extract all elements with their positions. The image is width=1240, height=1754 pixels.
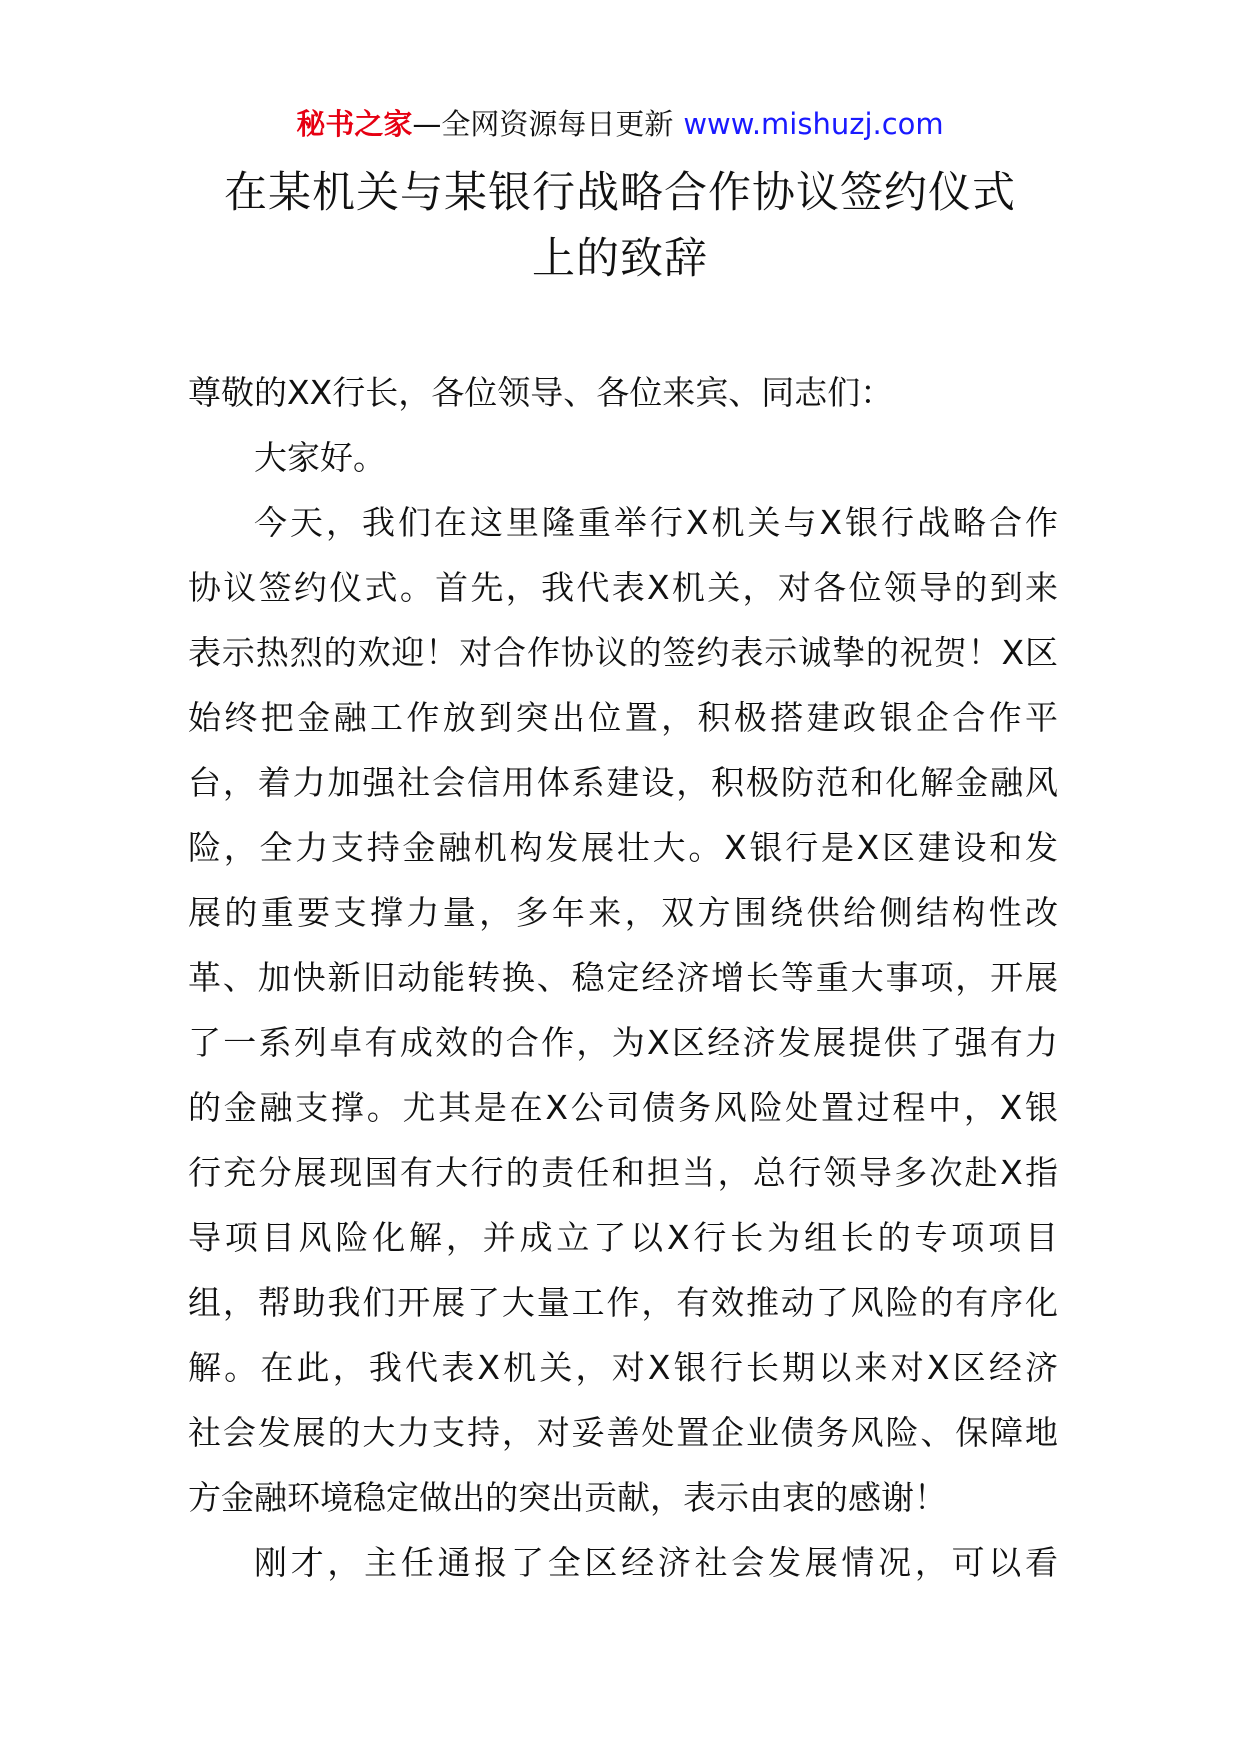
salutation: 尊敬的XX行长，各位领导、各位来宾、同志们： <box>188 373 894 412</box>
body-line: 表示热烈的欢迎！对合作协议的签约表示诚挚的祝贺！X区 <box>188 633 1058 672</box>
body-line: 今天，我们在这里隆重举行X机关与X银行战略合作 <box>254 503 1058 542</box>
body-line: 险，全力支持金融机构发展壮大。X银行是X区建设和发 <box>188 828 1058 867</box>
body-line: 方金融环境稳定做出的突出贡献，表示由衷的感谢！ <box>188 1478 947 1517</box>
body-line: 始终把金融工作放到突出位置，积极搭建政银企合作平 <box>188 698 1058 737</box>
body-line: 社会发展的大力支持，对妥善处置企业债务风险、保障地 <box>188 1413 1058 1452</box>
site-header <box>0 100 1240 148</box>
title-line-1: 在某机关与某银行战略合作协议签约仪式 <box>224 168 1016 218</box>
body-line: 组，帮助我们开展了大量工作，有效推动了风险的有序化 <box>188 1283 1058 1322</box>
body-line: 行充分展现国有大行的责任和担当，总行领导多次赴X指 <box>188 1153 1058 1192</box>
body-line: 刚才，主任通报了全区经济社会发展情况，可以看 <box>254 1543 1058 1582</box>
body-line: 台，着力加强社会信用体系建设，积极防范和化解金融风 <box>188 763 1058 802</box>
document-body <box>188 360 1058 1595</box>
body-line: 解。在此，我代表X机关，对X银行长期以来对X区经济 <box>188 1348 1058 1387</box>
site-url-link[interactable]: www.mishuzj.com <box>683 107 944 141</box>
body-line: 导项目风险化解，并成立了以X行长为组长的专项项目 <box>188 1218 1058 1257</box>
greeting: 大家好。 <box>254 438 386 477</box>
body-line: 了一系列卓有成效的合作，为X区经济发展提供了强有力 <box>188 1023 1058 1062</box>
body-line: 协议签约仪式。首先，我代表X机关，对各位领导的到来 <box>188 568 1058 607</box>
body-line: 展的重要支撑力量，多年来，双方围绕供给侧结构性改 <box>188 893 1058 932</box>
document-title <box>150 160 1090 292</box>
body-line: 革、加快新旧动能转换、稳定经济增长等重大事项，开展 <box>188 958 1058 997</box>
title-line-2: 上的致辞 <box>532 234 708 284</box>
site-slogan: 全网资源每日更新 <box>441 107 674 141</box>
header-dash: — <box>412 107 442 141</box>
body-line: 的金融支撑。尤其是在X公司债务风险处置过程中，X银 <box>188 1088 1058 1127</box>
site-brand: 秘书之家 <box>296 107 413 141</box>
